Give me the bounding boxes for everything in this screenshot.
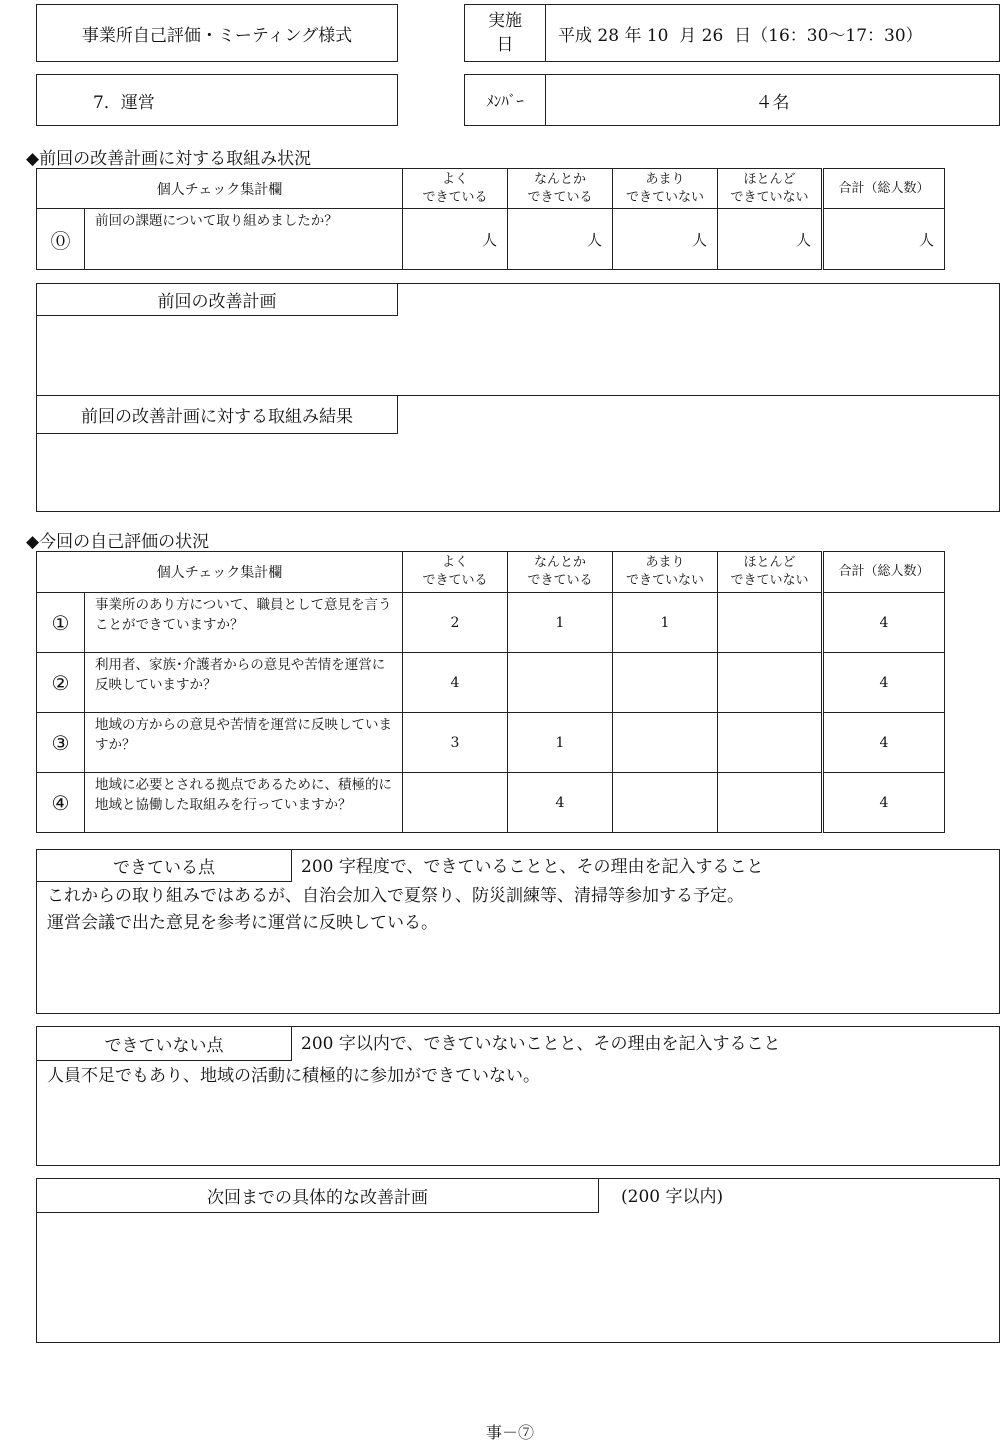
date-box xyxy=(464,4,1000,62)
member-label: ﾒﾝﾊﾞｰ xyxy=(465,75,546,125)
row-good: 4 xyxy=(403,653,508,713)
current-heading: ◆今回の自己評価の状況 xyxy=(26,532,210,552)
prev-header-summary: 個人チェック集計欄 xyxy=(37,169,403,209)
cur-header-total: 合計（総人数） xyxy=(823,552,945,593)
member-box xyxy=(464,74,1000,126)
row-good: 2 xyxy=(403,593,508,653)
row-question: 事業所のあり方について、職員として意見を言うことができていますか？ xyxy=(85,593,403,653)
table-row xyxy=(37,773,945,833)
section-title: 7．運営 xyxy=(93,92,155,113)
row-somewhat: 4 xyxy=(508,773,613,833)
table-row xyxy=(37,593,945,653)
row-somewhat: 1 xyxy=(508,713,613,773)
prev-header-not-much: あまり できていない xyxy=(613,169,718,209)
prev-header-total: 合計（総人数） xyxy=(823,169,945,209)
section-box xyxy=(36,74,398,126)
bad-points-box xyxy=(36,1026,1000,1166)
cur-header-summary: 個人チェック集計欄 xyxy=(37,552,403,593)
bad-points-text xyxy=(37,1063,550,1090)
row-hardly xyxy=(718,593,823,653)
member-value: ４名 xyxy=(755,92,790,113)
prev-row-total: 人 xyxy=(823,209,945,270)
good-points-line: 運営会議で出た意見を参考に運営に反映している。 xyxy=(47,913,438,933)
cur-header-hardly: ほとんど できていない xyxy=(718,552,823,593)
next-plan-label: 次回までの具体的な改善計画 xyxy=(36,1178,599,1213)
row-not-much xyxy=(613,653,718,713)
row-total: 4 xyxy=(823,653,945,713)
cur-header-not-much: あまり できていない xyxy=(613,552,718,593)
row-mark: ① xyxy=(37,593,85,653)
previous-check-table xyxy=(36,168,945,270)
row-total: 4 xyxy=(823,713,945,773)
good-points-instruction: 200 字程度で、できていることと、その理由を記入すること xyxy=(301,857,764,877)
row-mark: ④ xyxy=(37,773,85,833)
bad-points-line: 人員不足でもあり、地域の活動に積極的に参加ができていない。 xyxy=(47,1066,540,1086)
row-mark: ② xyxy=(37,653,85,713)
form-title: 事業所自己評価・ミーティング様式 xyxy=(81,25,353,46)
row-question: 地域に必要とされる拠点であるために、積極的に地域と協働した取組みを行っていますか？ xyxy=(85,773,403,833)
previous-plan-label: 前回の改善計画 xyxy=(36,283,398,316)
row-hardly xyxy=(718,773,823,833)
prev-header-hardly: ほとんど できていない xyxy=(718,169,823,209)
bad-points-instruction: 200 字以内で、できていないことと、その理由を記入すること xyxy=(301,1034,781,1054)
next-plan-instruction: (200 字以内) xyxy=(621,1187,724,1207)
prev-header-good: よく できている xyxy=(403,169,508,209)
page-number: 事－⑦ xyxy=(485,1423,534,1442)
good-points-label: できている点 xyxy=(36,849,292,882)
prev-row-not-much: 人 xyxy=(613,209,718,270)
prev-row-hardly: 人 xyxy=(718,209,823,270)
row-hardly xyxy=(718,653,823,713)
cur-header-good: よく できている xyxy=(403,552,508,593)
cur-header-somewhat: なんとか できている xyxy=(508,552,613,593)
prev-row-mark: ⓪ xyxy=(37,209,85,270)
row-total: 4 xyxy=(823,593,945,653)
good-points-line: これからの取り組みではあるが、自治会加入で夏祭り、防災訓練等、清掃等参加する予定。 xyxy=(47,886,744,906)
row-mark: ③ xyxy=(37,713,85,773)
table-row xyxy=(37,653,945,713)
row-good: 3 xyxy=(403,713,508,773)
row-question: 地域の方からの意見や苦情を運営に反映していますか？ xyxy=(85,713,403,773)
row-not-much xyxy=(613,773,718,833)
previous-result-label: 前回の改善計画に対する取組み結果 xyxy=(36,395,398,434)
prev-header-somewhat: なんとか できている xyxy=(508,169,613,209)
row-hardly xyxy=(718,713,823,773)
table-row xyxy=(37,713,945,773)
prev-row-good: 人 xyxy=(403,209,508,270)
row-not-much xyxy=(613,713,718,773)
previous-heading: ◆前回の改善計画に対する取組み状況 xyxy=(26,149,312,169)
row-total: 4 xyxy=(823,773,945,833)
row-not-much: 1 xyxy=(613,593,718,653)
prev-row-question: 前回の課題について取り組めましたか？ xyxy=(85,209,403,270)
row-somewhat: 1 xyxy=(508,593,613,653)
form-title-box xyxy=(36,4,398,62)
date-label: 実施 日 xyxy=(465,5,546,61)
previous-plan-box xyxy=(36,283,1000,512)
good-points-box xyxy=(36,849,1000,1014)
row-question: 利用者、家族･介護者からの意見や苦情を運営に反映していますか？ xyxy=(85,653,403,713)
bad-points-label: できていない点 xyxy=(36,1026,292,1061)
row-somewhat xyxy=(508,653,613,713)
next-plan-box xyxy=(36,1178,1000,1343)
date-value: 平成 28 年 10 月 26 日（16：30～17：30） xyxy=(558,25,923,46)
good-points-text xyxy=(37,883,754,937)
prev-row-somewhat: 人 xyxy=(508,209,613,270)
row-good xyxy=(403,773,508,833)
current-check-table xyxy=(36,551,945,833)
